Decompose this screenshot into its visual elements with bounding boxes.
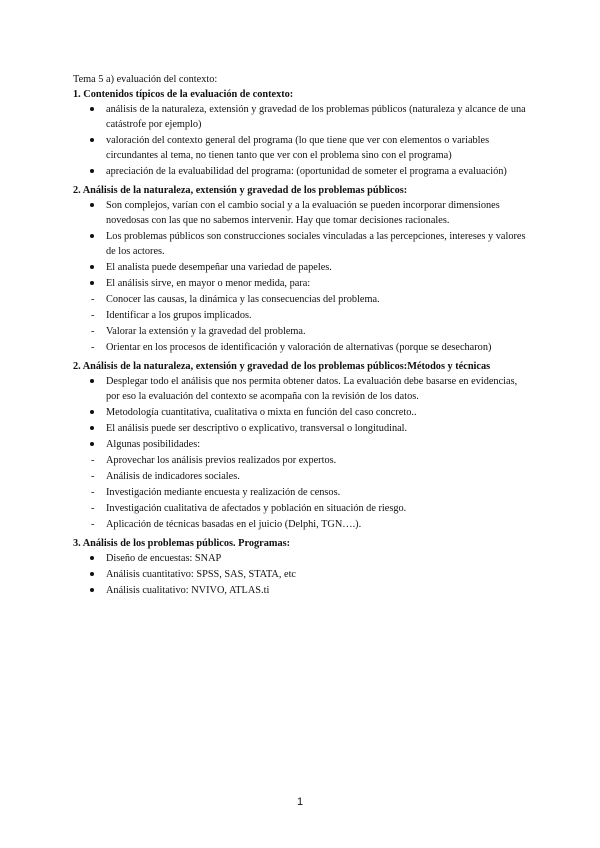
section-1 bbox=[73, 87, 533, 179]
topic-title: Tema 5 a) evaluación del contexto: bbox=[73, 74, 218, 85]
bullet-item bbox=[73, 405, 533, 420]
item-text: Análisis cualitativo: NVIVO, ATLAS.ti bbox=[106, 585, 270, 596]
section-heading: 1. Contenidos típicos de la evaluación de contexto: bbox=[73, 89, 294, 100]
item-text: El analista puede desempeñar una variedad de papeles. bbox=[106, 262, 332, 273]
dash-item bbox=[73, 453, 533, 468]
dash-item bbox=[73, 324, 533, 339]
sections-container bbox=[73, 87, 533, 598]
item-text: Aplicación de técnicas basadas en el juicio (Delphi, TGN….). bbox=[106, 519, 362, 530]
dash-item bbox=[73, 469, 533, 484]
item-text: Los problemas públicos son construcciones sociales vinculadas a las percepciones, intereses y valores de los actores. bbox=[106, 231, 526, 257]
page-number: 1 bbox=[296, 796, 304, 808]
dash-marker-icon: - bbox=[91, 326, 95, 337]
bullet-item bbox=[73, 374, 533, 404]
item-text: Identificar a los grupos implicados. bbox=[106, 310, 252, 321]
section-heading: 2. Análisis de la naturaleza, extensión y gravedad de los problemas públicos: bbox=[73, 185, 408, 196]
section-4 bbox=[73, 536, 533, 598]
bullet-item bbox=[73, 421, 533, 436]
dash-marker-icon: - bbox=[91, 310, 95, 321]
dash-item bbox=[73, 340, 533, 355]
item-text: Algunas posibilidades: bbox=[106, 439, 201, 450]
dash-item bbox=[73, 308, 533, 323]
bullet-item bbox=[73, 229, 533, 259]
bullet-item bbox=[73, 198, 533, 228]
dash-item bbox=[73, 292, 533, 307]
document-body bbox=[73, 72, 533, 598]
dash-item bbox=[73, 485, 533, 500]
item-text: El análisis puede ser descriptivo o explicativo, transversal o longitudinal. bbox=[106, 423, 408, 434]
dash-item bbox=[73, 517, 533, 532]
item-text: Análisis de indicadores sociales. bbox=[106, 471, 240, 482]
item-text: Aprovechar los análisis previos realizados por expertos. bbox=[106, 455, 337, 466]
item-text: Investigación mediante encuesta y realización de censos. bbox=[106, 487, 341, 498]
dash-marker-icon: - bbox=[91, 294, 95, 305]
bullet-item bbox=[73, 102, 533, 132]
dash-marker-icon: - bbox=[91, 471, 95, 482]
item-text: Orientar en los procesos de identificación y valoración de alternativas (porque se desecharon) bbox=[106, 342, 492, 353]
dash-marker-icon: - bbox=[91, 455, 95, 466]
bullet-item bbox=[73, 567, 533, 582]
dash-marker-icon: - bbox=[91, 503, 95, 514]
item-text: Diseño de encuestas: SNAP bbox=[106, 553, 222, 564]
bullet-item bbox=[73, 437, 533, 452]
dash-marker-icon: - bbox=[91, 519, 95, 530]
bullet-item bbox=[73, 133, 533, 163]
bullet-item bbox=[73, 551, 533, 566]
item-text: Valorar la extensión y la gravedad del problema. bbox=[106, 326, 306, 337]
item-text: Desplegar todo el análisis que nos permita obtener datos. La evaluación debe basarse en evidencias, por eso la evaluación del contexto se acompaña con la revisión de los datos. bbox=[106, 376, 518, 402]
item-text: Metodología cuantitativa, cualitativa o mixta en función del caso concreto.. bbox=[106, 407, 417, 418]
dash-marker-icon: - bbox=[91, 487, 95, 498]
bullet-item bbox=[73, 164, 533, 179]
dash-item bbox=[73, 501, 533, 516]
item-text: análisis de la naturaleza, extensión y gravedad de los problemas públicos (naturaleza y alcance de una catástrofe por ejemplo) bbox=[106, 104, 526, 130]
dash-marker-icon: - bbox=[91, 342, 95, 353]
bullet-item bbox=[73, 583, 533, 598]
section-2 bbox=[73, 183, 533, 355]
section-3 bbox=[73, 359, 533, 532]
section-heading: 2. Análisis de la naturaleza, extensión y gravedad de los problemas públicos:Métodos y técnicas bbox=[73, 361, 491, 372]
item-text: Son complejos, varían con el cambio social y a la evaluación se pueden incorporar dimensiones novedosas con las que no sabemos intervenir. Hay que tomar decisiones racionales. bbox=[106, 200, 500, 226]
item-text: Conocer las causas, la dinámica y las consecuencias del problema. bbox=[106, 294, 380, 305]
item-text: apreciación de la evaluabilidad del programa: (oportunidad de someter el programa a evaluación) bbox=[106, 166, 507, 177]
item-text: valoración del contexto general del programa (lo que tiene que ver con elementos o variables circundantes al tema, no tienen tanto que ver con el problema sino con el programa) bbox=[106, 135, 490, 161]
item-text: Investigación cualitativa de afectados y población en situación de riesgo. bbox=[106, 503, 407, 514]
bullet-item bbox=[73, 260, 533, 275]
item-text: Análisis cuantitativo: SPSS, SAS, STATA, etc bbox=[106, 569, 296, 580]
section-heading: 3. Análisis de los problemas públicos. Programas: bbox=[73, 538, 291, 549]
bullet-item bbox=[73, 276, 533, 291]
item-text: El análisis sirve, en mayor o menor medida, para: bbox=[106, 278, 311, 289]
